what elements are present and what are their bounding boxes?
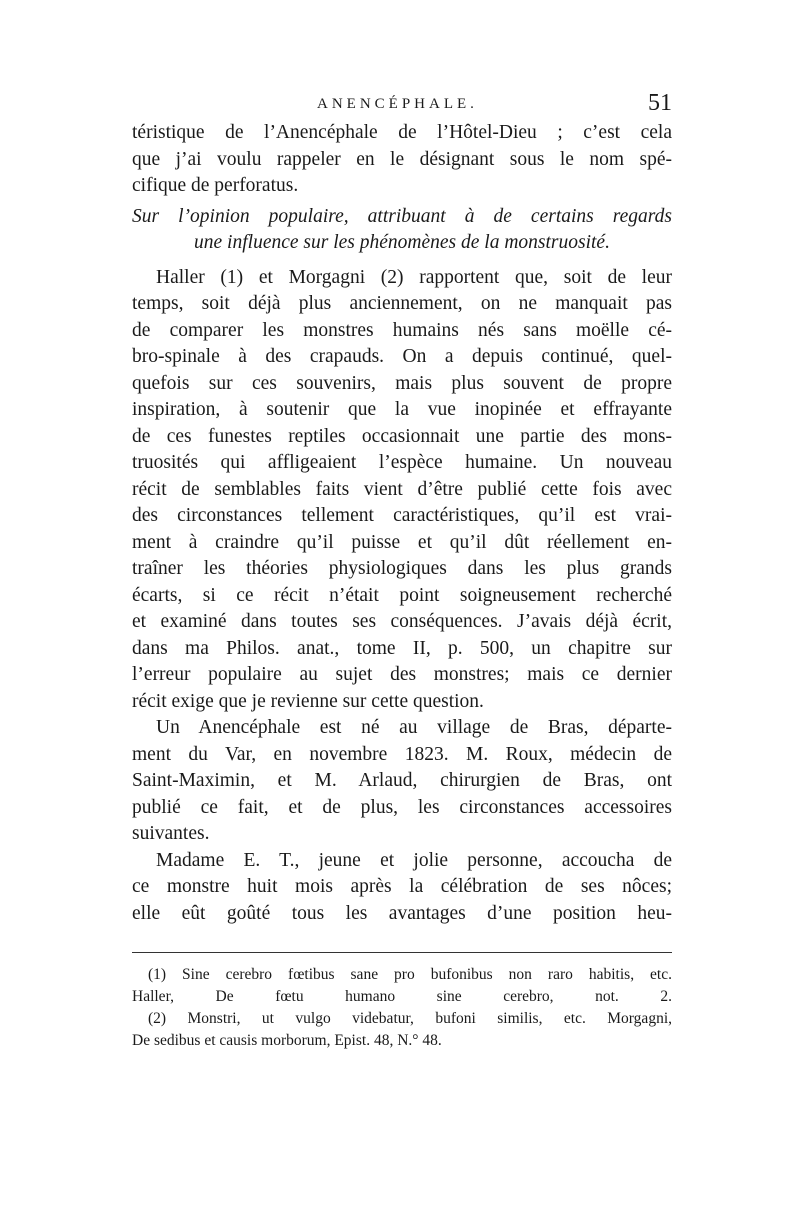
text-line: Madame E. T., jeune et jolie personne, accoucha de [156,849,672,871]
running-title: ANENCÉPHALE. [317,96,478,112]
running-head [132,90,672,120]
text-line: cifique de perforatus. [132,175,299,196]
text-line: et examiné dans toutes ses conséquences. J’avais déjà écrit, [132,611,672,632]
text-line: truosités qui affligeaient l’espèce humaine. Un nouveau [132,452,672,473]
intro-paragraph [132,120,672,200]
text-line: traîner les théories physiologiques dans les plus grands [132,558,672,579]
heading-line: Sur l’opinion populaire, attribuant à de certains regards [132,205,672,227]
text-line: ment à craindre qu’il puisse et qu’il dût réellement en- [132,531,672,553]
text-line: l’erreur populaire au sujet des monstres; mais ce dernier [132,664,672,685]
text-line: bro-spinale à des crapauds. On a depuis continué, quel- [132,346,672,367]
section-heading [132,204,672,257]
footnote-divider [132,952,672,953]
text-line: de comparer les monstres humains nés sans moëlle cé- [132,319,672,341]
footnotes [132,964,672,1052]
text-line: quefois sur ces souvenirs, mais plus souvent de propre [132,372,672,394]
text-line: Saint-Maximin, et M. Arlaud, chirurgien de Bras, ont [132,770,672,791]
paragraph-madame [132,848,672,928]
text-line: suivantes. [132,823,210,844]
footnote-line: (2) Monstri, ut vulgo videbatur, bufoni similis, etc. Morgagni, [148,1010,672,1027]
text-line: Un Anencéphale est né au village de Bras, départe- [156,717,672,738]
footnote-line: Haller, De fœtu humano sine cerebro, not. 2. [132,988,672,1005]
footnote-line: De sedibus et causis morborum, Epist. 48, N.° 48. [132,1032,442,1049]
text-line: Haller (1) et Morgagni (2) rapportent que, soit de leur [156,266,672,288]
text-line: téristique de l’Anencéphale de l’Hôtel-Dieu ; c’est cela [132,122,672,143]
text-line: dans ma Philos. anat., tome II, p. 500, un chapitre sur [132,637,672,659]
text-line: ment du Var, en novembre 1823. M. Roux, médecin de [132,743,672,765]
paragraph-bras [132,715,672,848]
text-line: des circonstances tellement caractéristiques, qu’il est vrai- [132,505,672,526]
text-line: que j’ai voulu rappeler en le désignant sous le nom spé- [132,148,672,170]
text-line: publié ce fait, et de plus, les circonstances accessoires [132,796,672,818]
paragraph-haller [132,265,672,716]
text-line: écarts, si ce récit n’était point soigneusement recherché [132,584,672,606]
text-line: elle eût goûté tous les avantages d’une position heu- [132,902,672,924]
page-number: 51 [648,90,672,116]
text-line: inspiration, à soutenir que la vue inopinée et effrayante [132,399,672,420]
footnote-line: (1) Sine cerebro fœtibus sane pro bufonibus non raro habitis, etc. [148,966,672,983]
text-line: temps, soit déjà plus anciennement, on ne manquait pas [132,293,672,314]
text-line: ce monstre huit mois après la célébration de ses nôces; [132,876,672,897]
body-text [132,120,672,927]
text-line: récit exige que je revienne sur cette question. [132,690,484,712]
text-line: récit de semblables faits vient d’être publié cette fois avec [132,478,672,500]
heading-line: une influence sur les phénomènes de la monstruosité. [194,232,610,253]
text-line: de ces funestes reptiles occasionnait une partie des mons- [132,425,672,447]
